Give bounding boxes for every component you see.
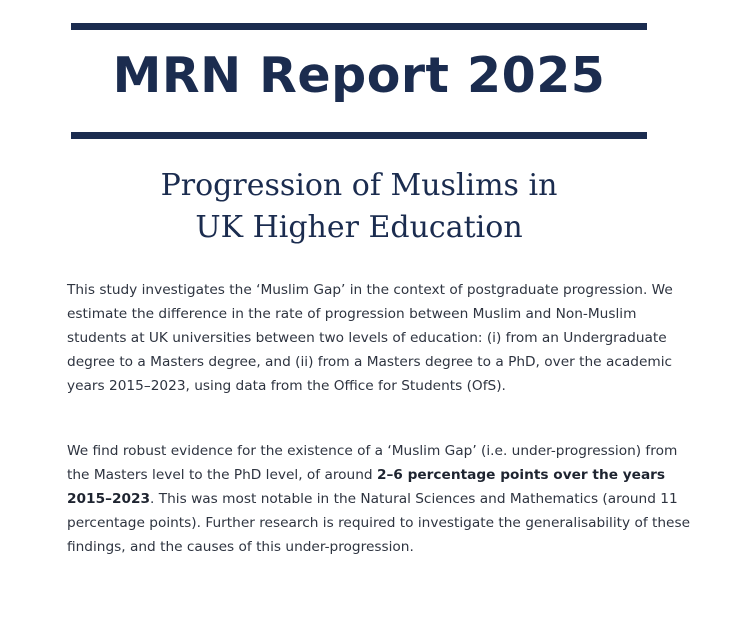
bottom-divider <box>71 132 647 139</box>
paragraph-2-highlight: 2–6 percentage points over the years 2015–2023 <box>67 467 666 507</box>
paragraph-2-conclusion: . This was most notable in the Natural Sciences and Mathematics (around 11 percentage points). Further research is required to investigate the generalisability of these findings, and the causes of this under-progression. <box>67 491 691 555</box>
subtitle-line-2: UK Higher Education <box>195 210 523 245</box>
report-subtitle <box>71 165 647 249</box>
abstract-paragraph-1: This study investigates the ‘Muslim Gap’ in the context of postgraduate progression. We estimate the difference in the rate of progression between Muslim and Non-Muslim students at UK universities between two levels of education: (i) from an Undergraduate degree to a Masters degree, and (ii) from a Masters degree to a PhD, over the academic years 2015–2023, using data from the Office for Students (OfS). <box>67 282 673 394</box>
report-title: MRN Report 2025 <box>112 47 606 104</box>
subtitle-line-1: Progression of Muslims in <box>160 168 558 203</box>
top-divider <box>71 23 647 30</box>
paragraph-2-intro: We find robust evidence for the existence of a ‘Muslim Gap’ (i.e. under-progression) from the Masters level to the PhD level, of around <box>67 443 678 483</box>
abstract-paragraph-2 <box>67 439 697 559</box>
